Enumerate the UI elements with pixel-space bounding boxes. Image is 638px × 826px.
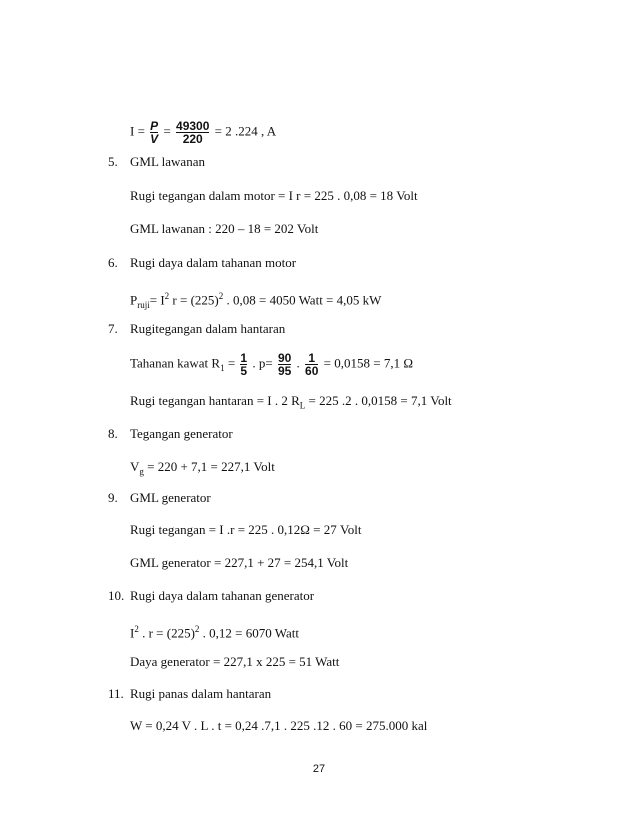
item-7-line-2 — [130, 393, 452, 414]
fraction-denominator: 5 — [240, 364, 248, 378]
text-part: = 0,0158 = 7,1 Ω — [320, 355, 413, 371]
subscript: g — [139, 466, 144, 477]
item-5-title: GML lawanan — [130, 154, 205, 169]
item-11-number: 11. — [108, 686, 124, 701]
fraction-values — [176, 120, 209, 145]
text-part: . r = (225) — [138, 625, 195, 641]
superscript: 2 — [164, 291, 170, 301]
item-9-line-2: GML generator = 227,1 + 27 = 254,1 Volt — [130, 555, 349, 570]
fraction-numerator: P — [150, 119, 159, 133]
page-number: 27 — [312, 763, 326, 775]
item-9-title: GML generator — [130, 490, 211, 505]
subscript: 1 — [220, 363, 225, 374]
fraction-1-over-60 — [305, 352, 318, 377]
fraction-numerator: 1 — [240, 351, 248, 365]
item-8-number: 8. — [108, 426, 118, 441]
text-part: . — [293, 355, 300, 371]
formula-current-lhs: I = — [130, 123, 145, 139]
item-7-title: Rugitegangan dalam hantaran — [130, 321, 286, 336]
text-part: r = (225) — [169, 292, 219, 308]
text-part: = I — [149, 292, 165, 308]
text-part: Rugi tegangan hantaran = I . 2 R — [130, 393, 300, 408]
item-8-line-1 — [130, 459, 275, 480]
text-part: . p= — [249, 355, 273, 371]
formula-current-result: = 2 .224 , A — [214, 123, 277, 139]
fraction-denominator: 220 — [176, 132, 209, 145]
fraction-numerator: 49300 — [176, 119, 210, 133]
item-7-number: 7. — [108, 321, 118, 336]
text-part: Tahanan kawat R — [130, 355, 221, 371]
item-10-line-1 — [130, 621, 299, 641]
item-11-line-1: W = 0,24 V . L . t = 0,24 .7,1 . 225 .12 . 60 = 275.000 kal — [130, 718, 428, 733]
fraction-denominator: 95 — [277, 364, 292, 378]
fraction-denominator: V — [150, 132, 159, 146]
text-part: P — [130, 292, 138, 308]
fraction-1-over-5 — [240, 352, 247, 377]
superscript: 2 — [194, 624, 200, 634]
fraction-p-over-v — [150, 120, 158, 145]
text-part: = — [224, 355, 236, 371]
item-6-title: Rugi daya dalam tahanan motor — [130, 255, 297, 270]
fraction-numerator: 1 — [308, 351, 316, 365]
item-5-line-2: GML lawanan : 220 – 18 = 202 Volt — [130, 221, 319, 236]
equals-sign: = — [163, 123, 171, 139]
subscript: ruji — [137, 299, 150, 310]
fraction-90-over-95 — [278, 352, 291, 377]
fraction-numerator: 90 — [277, 351, 292, 365]
text-part: . 0,12 = 6070 Watt — [199, 625, 299, 641]
subscript: L — [299, 400, 306, 411]
item-10-number: 10. — [108, 588, 125, 603]
item-9-line-1: Rugi tegangan = I .r = 225 . 0,12Ω = 27 Volt — [130, 522, 362, 537]
superscript: 2 — [218, 291, 224, 301]
item-9-number: 9. — [108, 490, 118, 505]
text-part: . 0,08 = 4050 Watt = 4,05 kW — [223, 292, 382, 308]
item-8-title: Tegangan generator — [130, 426, 233, 441]
item-11-title: Rugi panas dalam hantaran — [130, 686, 272, 701]
item-5-line-1: Rugi tegangan dalam motor = I r = 225 . 0,08 = 18 Volt — [130, 188, 418, 203]
formula-current — [130, 120, 276, 145]
item-7-line-1 — [130, 352, 413, 377]
fraction-denominator: 60 — [305, 364, 319, 378]
superscript: 2 — [134, 624, 139, 634]
item-5-number: 5. — [108, 154, 118, 169]
text-part: V — [130, 459, 140, 474]
item-10-line-2: Daya generator = 227,1 x 225 = 51 Watt — [130, 654, 340, 669]
item-6-number: 6. — [108, 255, 118, 270]
text-part: = 220 + 7,1 = 227,1 Volt — [143, 459, 275, 474]
text-part: = 225 .2 . 0,0158 = 7,1 Volt — [305, 393, 452, 408]
item-6-line-1 — [130, 288, 381, 313]
text-part: I — [130, 625, 135, 641]
item-10-title: Rugi daya dalam tahanan generator — [130, 588, 315, 603]
